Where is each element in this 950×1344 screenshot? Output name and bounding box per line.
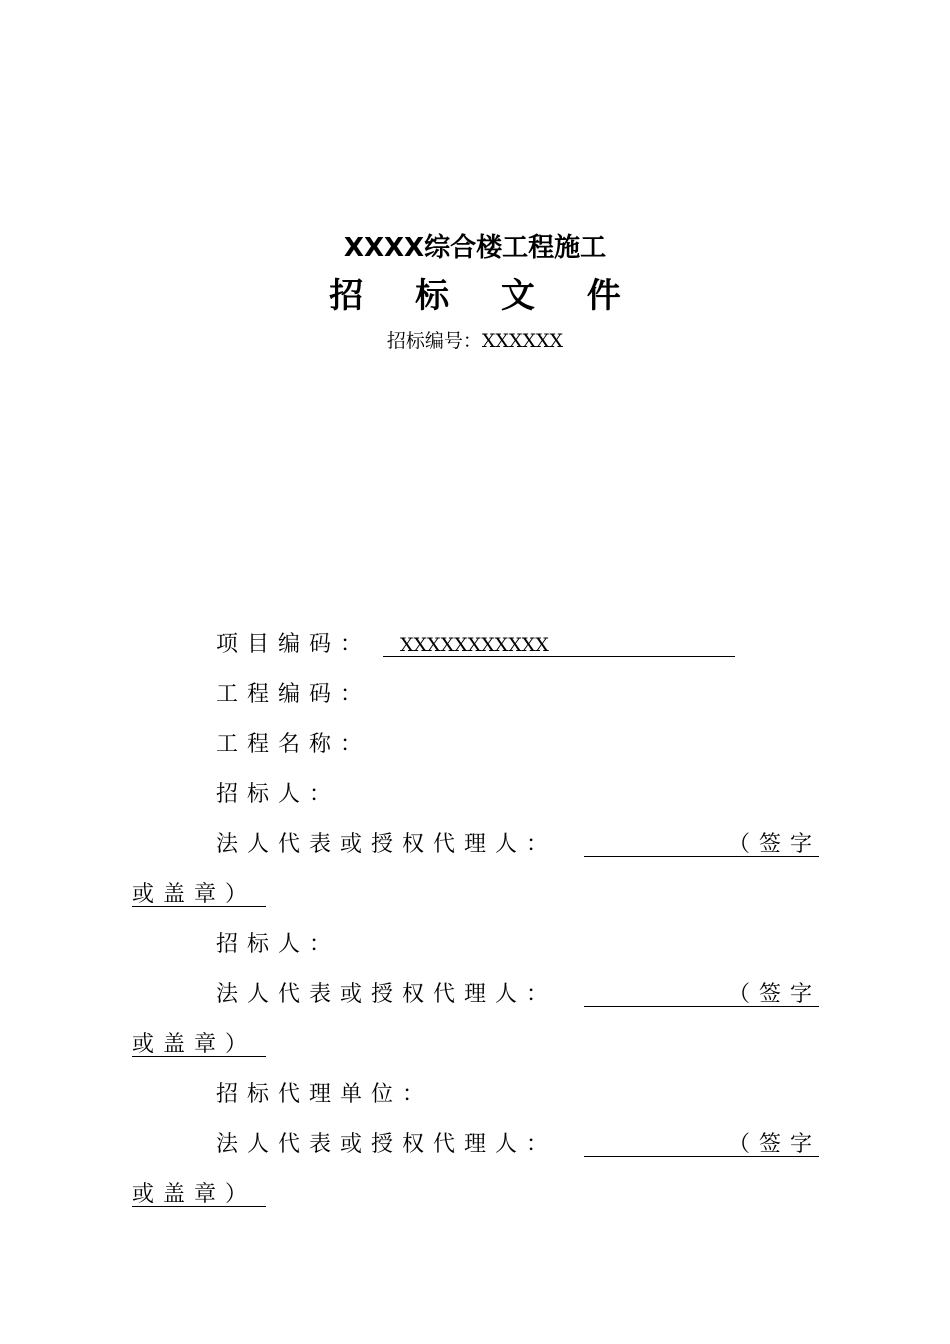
legal-representative-label: 法人代表或授权代理人： bbox=[216, 1132, 558, 1157]
signature-note-continued: 或盖章） bbox=[132, 1032, 257, 1057]
engineering-code-label: 工程编码： bbox=[216, 682, 372, 707]
tenderer-label: 招标人： bbox=[216, 932, 341, 957]
tender-agency-label: 招标代理单位： bbox=[216, 1082, 434, 1107]
signature-note: （签字 bbox=[728, 1132, 822, 1157]
signature-note: （签字 bbox=[728, 832, 822, 857]
document-title: XXXX综合楼工程施工 bbox=[343, 233, 607, 263]
legal-representative-label: 法人代表或授权代理人： bbox=[216, 832, 558, 857]
document-type-heading: 招 标 文 件 bbox=[329, 276, 641, 316]
signature-note-continued: 或盖章） bbox=[132, 1182, 257, 1207]
signature-note: （签字 bbox=[728, 982, 822, 1007]
legal-representative-label: 法人代表或授权代理人： bbox=[216, 982, 558, 1007]
signature-note-underline bbox=[132, 906, 266, 907]
tender-number: 招标编号：XXXXXX bbox=[386, 330, 564, 352]
engineering-name-label: 工程名称： bbox=[216, 732, 372, 757]
tenderer-label: 招标人： bbox=[216, 782, 341, 807]
project-code-value: XXXXXXXXXXX bbox=[400, 634, 549, 656]
signature-note-continued: 或盖章） bbox=[132, 882, 257, 907]
signature-note-underline bbox=[132, 1206, 266, 1207]
signature-note-underline bbox=[132, 1056, 266, 1057]
project-code-label: 项目编码： bbox=[216, 632, 372, 657]
